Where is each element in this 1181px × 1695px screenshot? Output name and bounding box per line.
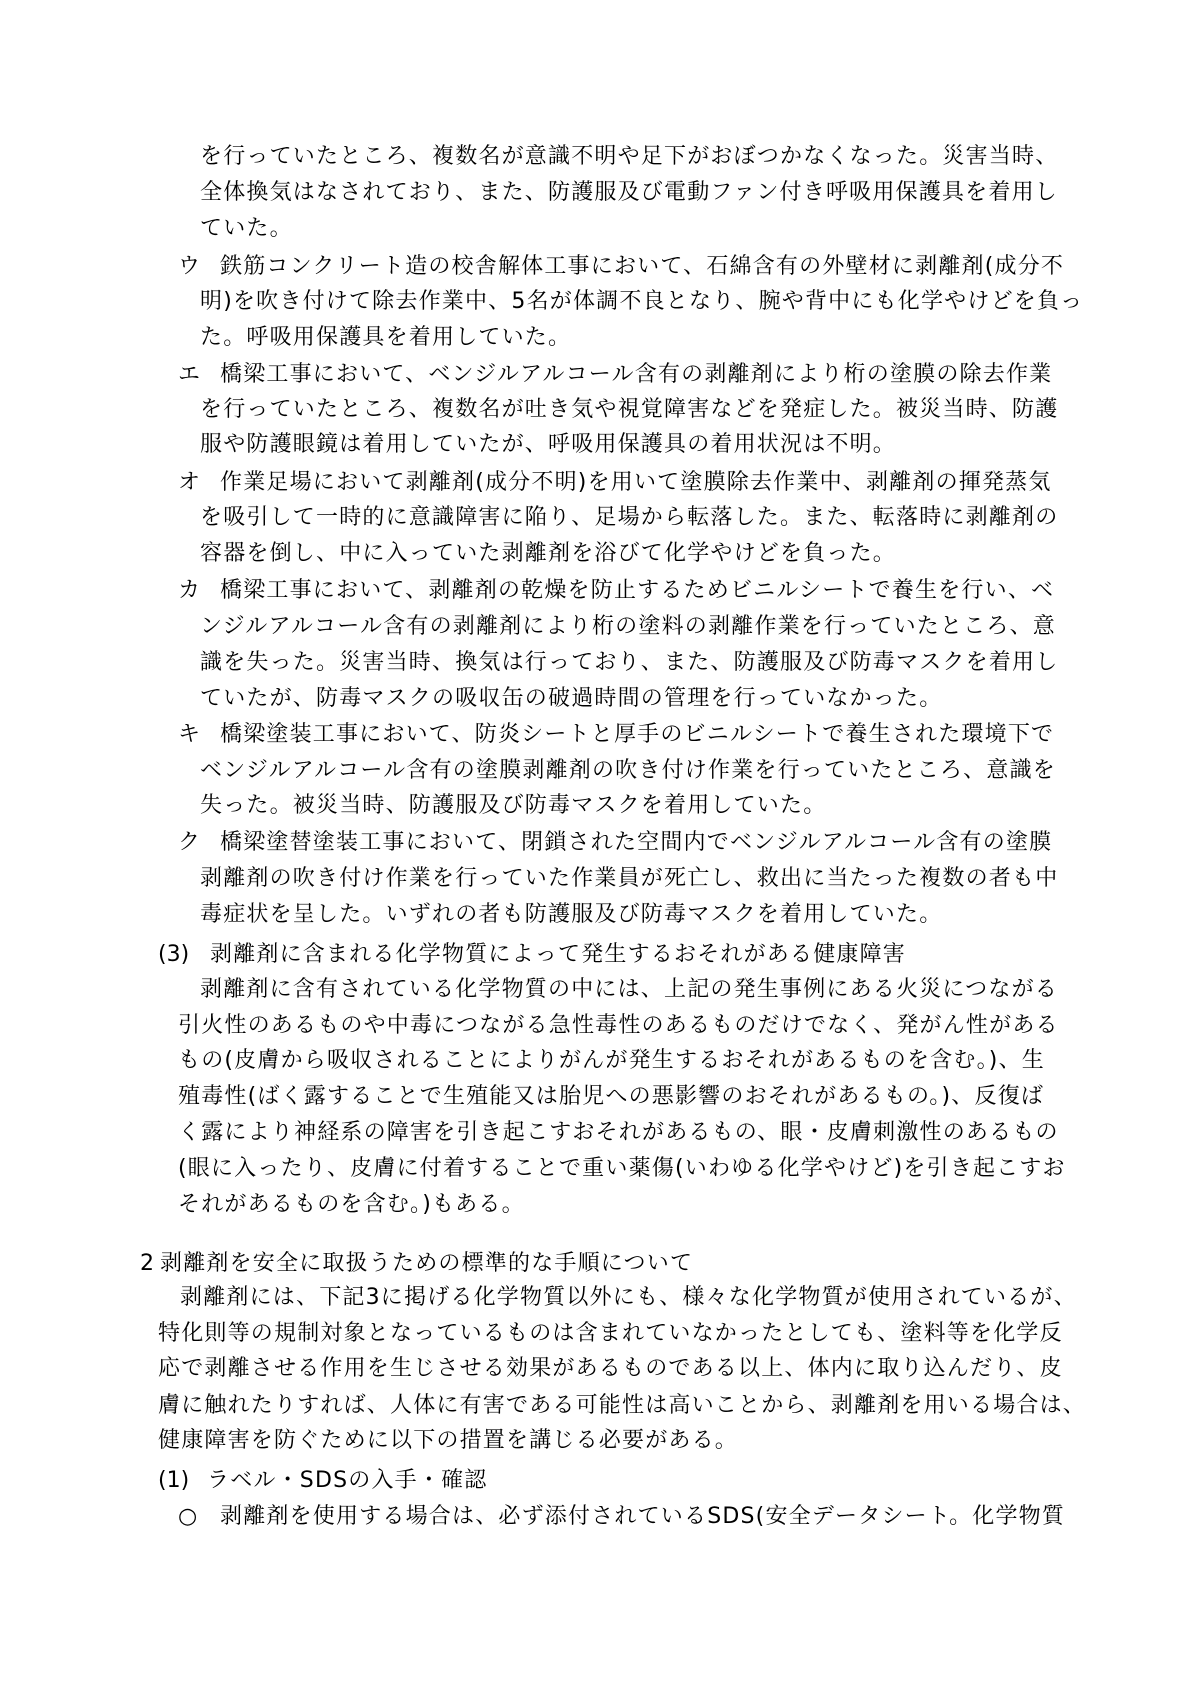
item-label: キ: [178, 722, 201, 747]
text-line: 健康障害を防ぐために以下の措置を講じる必要がある。: [158, 1428, 739, 1453]
text-line: 識を失った。災害当時、換気は行っており、また、防護服及び防毒マスクを着用し: [200, 650, 1059, 675]
subsection-heading: ラベル・SDSの入手・確認: [207, 1468, 488, 1493]
text-line: (眼に入ったり、皮膚に付着することで重い薬傷(いわゆる化学やけど)を引き起こすお: [178, 1156, 1066, 1181]
text-line: 剥離剤に含有されている化学物質の中には、上記の発生事例にある火災につながる: [200, 977, 1058, 1002]
text-line: 橋梁工事において、ベンジルアルコール含有の剥離剤により桁の塗膜の除去作業: [220, 362, 1053, 387]
text-line: 特化則等の規制対象となっているものは含まれていなかったとしても、塗料等を化学反: [158, 1321, 1063, 1346]
text-line: を行っていたところ、複数名が吐き気や視覚障害などを発症した。被災当時、防護: [200, 397, 1059, 422]
text-line: 橋梁工事において、剥離剤の乾燥を防止するためビニルシートで養生を行い、ベ: [220, 578, 1055, 603]
text-line: 橋梁塗替塗装工事において、閉鎖された空間内でベンジルアルコール含有の塗膜: [220, 830, 1053, 855]
text-line: 殖毒性(ばく露することで生殖能又は胎児への悪影響のおそれがあるもの。)、反復ば: [178, 1084, 1045, 1109]
text-line: ベンジルアルコール含有の塗膜剥離剤の吹き付け作業を行っていたところ、意識を: [200, 758, 1056, 783]
text-line: 明)を吹き付けて除去作業中、5名が体調不良となり、腕や背中にも化学やけどを負っ: [200, 289, 1084, 314]
subsection-heading: 剥離剤に含まれる化学物質によって発生するおそれがある健康障害: [210, 942, 907, 967]
text-line: 橋梁塗装工事において、防炎シートと厚手のビニルシートで養生された環境下で: [220, 722, 1055, 747]
text-line: 毒症状を呈した。いずれの者も防護服及び防毒マスクを着用していた。: [200, 902, 943, 927]
subsection-number: (3): [158, 942, 190, 967]
text-line: 失った。被災当時、防護服及び防毒マスクを着用していた。: [200, 793, 827, 818]
item-label: ク: [178, 830, 201, 855]
text-line: もの(皮膚から吸収されることによりがんが発生するおそれがあるものを含む。)、生: [178, 1048, 1045, 1073]
text-line: 剥離剤を使用する場合は、必ず添付されているSDS(安全データシート。化学物質: [220, 1504, 1066, 1529]
item-label: オ: [178, 470, 201, 495]
text-line: 応で剥離させる作用を生じさせる効果があるものである以上、体内に取り込んだり、皮: [158, 1356, 1063, 1381]
subsection-number: (1): [158, 1468, 190, 1493]
text-line: 剥離剤には、下記3に掲げる化学物質以外にも、様々な化学物質が使用されているが、: [180, 1285, 1077, 1310]
item-label: ウ: [178, 254, 201, 279]
text-line: 作業足場において剥離剤(成分不明)を用いて塗膜除去作業中、剥離剤の揮発蒸気: [220, 470, 1052, 495]
text-line: た。呼吸用保護具を着用していた。: [200, 325, 572, 350]
text-line: 服や防護眼鏡は着用していたが、呼吸用保護具の着用状況は不明。: [200, 432, 897, 457]
item-label: カ: [178, 578, 201, 603]
text-line: ていた。: [200, 216, 293, 241]
text-line: ていたが、防毒マスクの吸収缶の破過時間の管理を行っていなかった。: [200, 686, 943, 711]
text-line: を吸引して一時的に意識障害に陥り、足場から転落した。また、転落時に剥離剤の: [200, 505, 1059, 530]
section-heading: 剥離剤を安全に取扱うための標準的な手順について: [160, 1251, 694, 1276]
text-line: ンジルアルコール含有の剥離剤により桁の塗料の剥離作業を行っていたところ、意: [200, 614, 1056, 639]
text-line: く露により神経系の障害を引き起こすおそれがあるもの、眼・皮膚刺激性のあるもの: [178, 1120, 1059, 1145]
text-line: 膚に触れたりすれば、人体に有害である可能性は高いことから、剥離剤を用いる場合は、: [158, 1393, 1087, 1418]
text-line: 剥離剤の吹き付け作業を行っていた作業員が死亡し、救出に当たった複数の者も中: [200, 866, 1059, 891]
text-line: を行っていたところ、複数名が意識不明や足下がおぼつかなくなった。災害当時、: [200, 144, 1059, 169]
section-number: 2: [140, 1251, 154, 1276]
text-line: 容器を倒し、中に入っていた剥離剤を浴びて化学やけどを負った。: [200, 541, 897, 566]
text-line: それがあるものを含む。)もある。: [178, 1192, 525, 1217]
text-line: 全体換気はなされており、また、防護服及び電動ファン付き呼吸用保護具を着用し: [200, 180, 1058, 205]
item-label: エ: [178, 362, 201, 387]
bullet-circle: ○: [178, 1504, 198, 1529]
text-line: 鉄筋コンクリート造の校舎解体工事において、石綿含有の外壁材に剥離剤(成分不: [220, 254, 1065, 279]
text-line: 引火性のあるものや中毒につながる急性毒性のあるものだけでなく、発がん性がある: [178, 1013, 1059, 1038]
